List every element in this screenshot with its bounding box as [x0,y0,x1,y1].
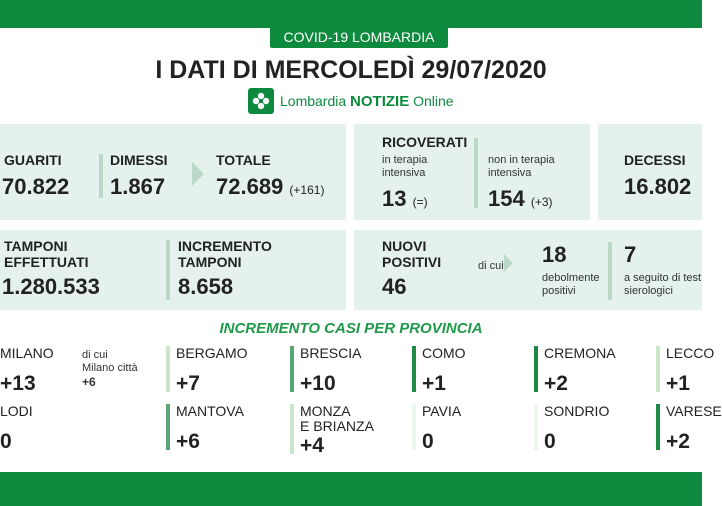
guariti-value: 70.822 [2,174,70,199]
tamponi-label-1: TAMPONI [4,238,68,254]
nti-number: 154 [488,186,525,211]
recovered-panel [0,124,346,220]
province-name: MILANO [0,345,54,361]
debol-value: 18 [542,242,567,267]
province-name-1: MONZA [300,403,351,419]
province-name-2: E BRIANZA [300,418,374,434]
ti-label-1: in terapia [382,154,428,166]
province-monza [290,404,400,456]
logo-suffix: Online [413,92,454,109]
province-como [412,346,522,396]
province-name: MANTOVA [176,403,244,419]
province-bergamo [166,346,276,396]
ricoverati-label: RICOVERATI [382,134,468,150]
divider [166,240,170,300]
publisher-logo [248,88,454,114]
decessi-label: DECESSI [624,152,686,168]
totale-label: TOTALE [216,152,271,168]
nti-label-1: non in terapia [488,154,555,166]
incr-tamponi-label-2: TAMPONI [178,254,242,270]
province-bar [166,404,170,450]
province-value: +4 [300,434,324,457]
new-positives-panel [354,230,702,310]
guariti-label: GUARITI [4,152,62,168]
milano-city-label-2: Milano città [82,362,138,374]
totale-delta: (+161) [289,183,325,197]
logo-prefix: Lombardia [280,92,347,109]
province-pavia [412,404,522,454]
province-bar [656,404,660,450]
milano-city-label-1: di cui [82,349,108,361]
province-value: 0 [544,430,556,453]
province-value: +1 [422,372,446,395]
province-name: PAVIA [422,403,462,419]
debol-label-2: positivi [542,285,576,297]
positivi-value: 46 [382,274,407,299]
arrow-icon [192,162,204,186]
nti-value [488,186,553,212]
decessi-value: 16.802 [624,174,692,199]
province-name: SONDRIO [544,403,610,419]
page-title: I DATI DI MERCOLEDÌ 29/07/2020 [155,56,547,84]
province-value: +6 [176,430,200,453]
provinces-title: INCREMENTO CASI PER PROVINCIA [219,320,483,337]
province-name: BERGAMO [176,345,248,361]
province-brescia [290,346,400,396]
province-name: LECCO [666,345,715,361]
province-value: +2 [544,372,568,395]
province-name: CREMONA [544,345,616,361]
totale-number: 72.689 [216,174,284,199]
totale-value [216,174,324,200]
positivi-label-1: NUOVI [382,238,427,254]
hospitalized-panel [354,124,590,220]
ti-delta: (=) [412,195,428,209]
province-bar [412,346,416,392]
province-bar [534,346,538,392]
province-mantova [166,404,276,454]
region-badge: COVID-19 LOMBARDIA [270,26,448,48]
province-milano [0,346,70,396]
province-lodi [0,404,70,454]
nti-delta: (+3) [530,195,553,209]
top-banner [0,0,702,28]
province-value: +10 [300,372,336,395]
tamponi-label-2: EFFETTUATI [4,254,89,270]
province-bar [412,404,416,450]
ti-value [382,186,428,212]
clover-icon [248,88,274,114]
province-value: 0 [0,430,12,453]
province-name: COMO [422,345,466,361]
divider [99,154,103,198]
province-bar [656,346,660,392]
sero-label-2: sierologici [624,285,673,297]
province-value: +2 [666,430,690,453]
tamponi-value: 1.280.533 [2,274,100,299]
nti-label-2: intensiva [488,167,532,179]
province-bar [166,346,170,392]
divider [608,242,612,300]
divider [474,138,478,208]
province-name: VARESE [666,403,722,419]
ti-label-2: intensiva [382,167,426,179]
province-name: LODI [0,403,33,419]
dicui-label: di cui [478,260,504,272]
dimessi-label: DIMESSI [110,152,168,168]
province-varese [656,403,722,454]
bottom-banner [0,472,702,506]
sero-value: 7 [624,242,637,267]
logo-brand: NOTIZIE [350,92,410,110]
province-lecco [656,345,715,396]
deaths-panel [598,124,702,220]
province-bar [290,346,294,392]
arrow-icon [504,254,513,272]
ti-number: 13 [382,186,407,211]
province-bar [534,404,538,450]
province-bar [290,404,294,454]
logo-wordmark [280,93,454,110]
incr-tamponi-value: 8.658 [178,274,234,299]
debol-label-1: debolmente [542,272,600,284]
province-value: +7 [176,372,200,395]
incr-tamponi-label-1: INCREMENTO [178,238,272,254]
province-name: BRESCIA [300,345,362,361]
milano-city-value: +6 [82,375,96,389]
positivi-label-2: POSITIVI [382,254,442,270]
province-value: +13 [0,372,36,395]
sero-label-1: a seguito di test [624,272,702,284]
province-value: +1 [666,372,690,395]
province-sondrio [534,404,644,454]
dimessi-value: 1.867 [110,174,166,199]
province-cremona [534,346,644,396]
province-value: 0 [422,430,434,453]
tests-panel [0,230,346,310]
